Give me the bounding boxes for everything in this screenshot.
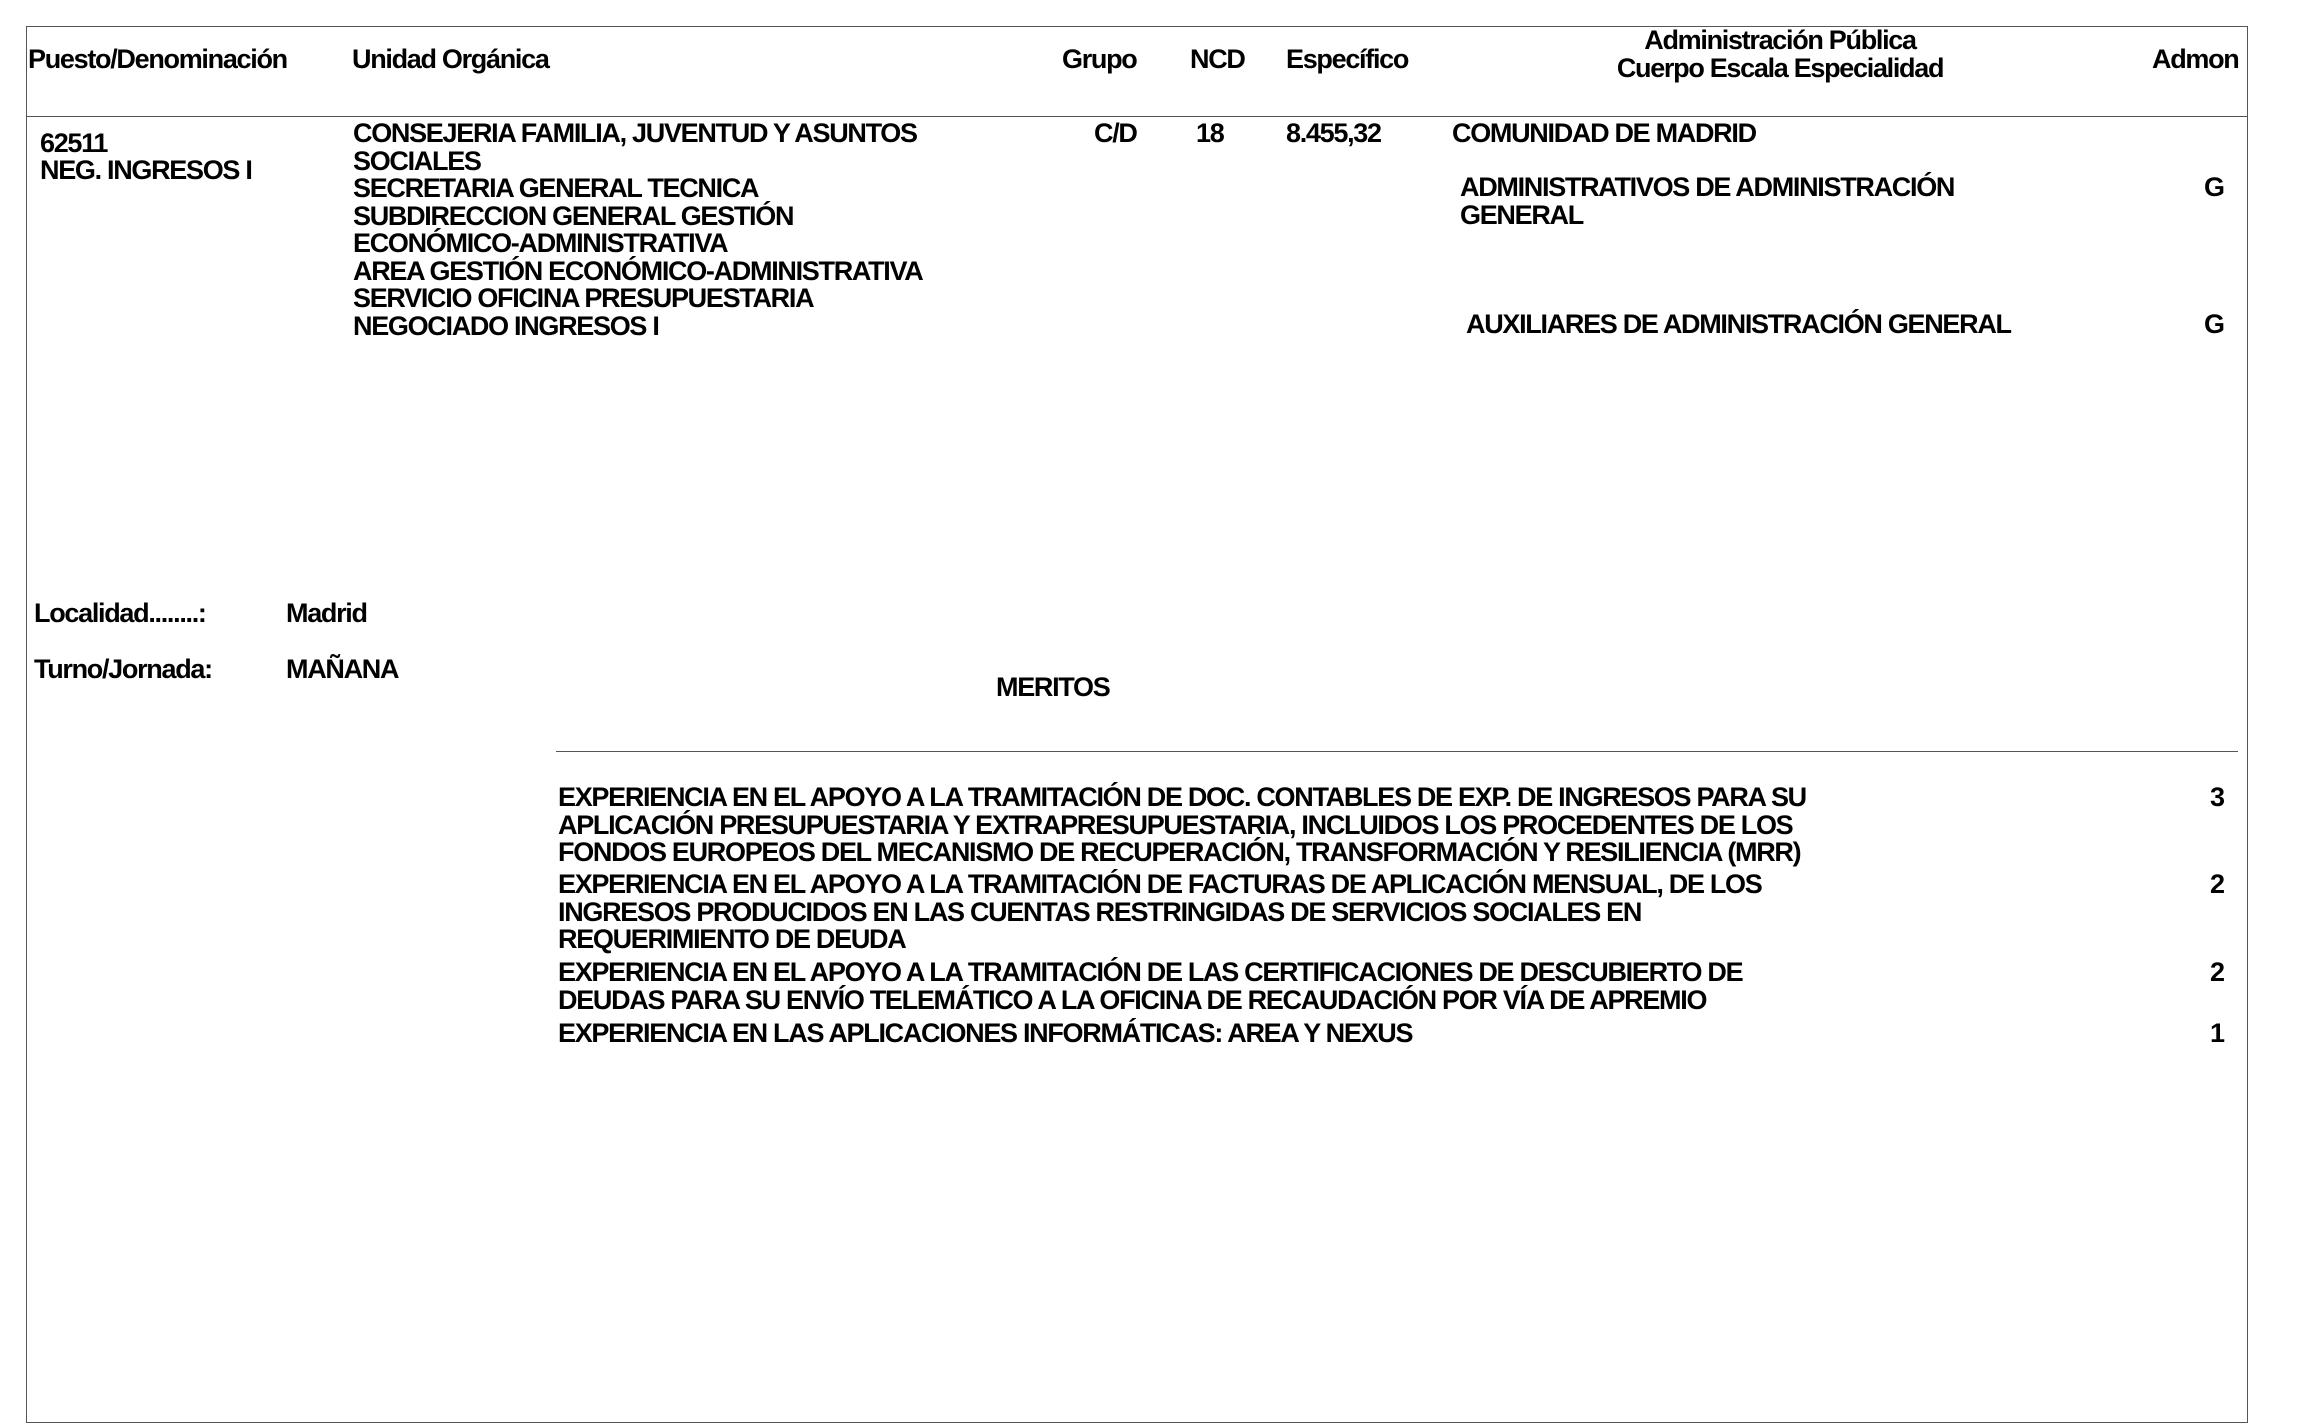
cuerpo-1-admon: G bbox=[2204, 172, 2224, 202]
header-especifico: Específico bbox=[1286, 44, 1409, 74]
localidad-label: Localidad........: bbox=[34, 598, 206, 628]
merito-line: REQUERIMIENTO DE DEUDA bbox=[558, 924, 906, 954]
merito-line: INGRESOS PRODUCIDOS EN LAS CUENTAS RESTRINGIDAS DE SERVICIOS SOCIALES EN bbox=[558, 896, 1642, 927]
merito-line: EXPERIENCIA EN EL APOYO A LA TRAMITACIÓN DE LAS CERTIFICACIONES DE DESCUBIERTO DE bbox=[558, 957, 1743, 987]
position-ncd: 18 bbox=[1196, 118, 1224, 148]
merito-line: APLICACIÓN PRESUPUESTARIA Y EXTRAPRESUPUESTARIA, INCLUIDOS LOS PROCEDENTES DE LOS bbox=[558, 809, 1793, 840]
merito-line: EXPERIENCIA EN EL APOYO A LA TRAMITACIÓN DE FACTURAS DE APLICACIÓN MENSUAL, DE LOS bbox=[558, 869, 1762, 899]
cuerpo-line: GENERAL bbox=[1460, 199, 1583, 230]
merito-points: 2 bbox=[2210, 869, 2224, 899]
position-especifico: 8.455,32 bbox=[1286, 118, 1381, 148]
unidad-line: SUBDIRECCION GENERAL GESTIÓN bbox=[353, 200, 794, 231]
position-administracion: COMUNIDAD DE MADRID bbox=[1452, 118, 1756, 148]
header-puesto: Puesto/Denominación bbox=[28, 44, 287, 74]
position-grupo: C/D bbox=[1094, 118, 1137, 148]
merito-item bbox=[558, 959, 1742, 1014]
header-unidad: Unidad Orgánica bbox=[352, 44, 549, 74]
merito-item bbox=[558, 871, 1761, 954]
merito-line: FONDOS EUROPEOS DEL MECANISMO DE RECUPERACIÓN, TRANSFORMACIÓN Y RESILIENCIA (MRR) bbox=[558, 837, 1801, 867]
unidad-line: SOCIALES bbox=[353, 145, 481, 176]
unidad-organica bbox=[353, 120, 922, 340]
merito-item bbox=[558, 784, 1806, 867]
header-admin-line1: Administración Pública bbox=[1644, 25, 1916, 55]
cuerpo-2: AUXILIARES DE ADMINISTRACIÓN GENERAL bbox=[1466, 309, 2011, 339]
turno-value: MAÑANA bbox=[286, 654, 399, 684]
localidad-value: Madrid bbox=[286, 598, 367, 628]
merito-points: 1 bbox=[2210, 1018, 2224, 1048]
cuerpo-1 bbox=[1460, 174, 1954, 229]
unidad-line: SERVICIO OFICINA PRESUPUESTARIA bbox=[353, 283, 814, 313]
position-code: 62511 bbox=[40, 128, 108, 158]
meritos-divider bbox=[556, 751, 2238, 752]
unidad-line: NEGOCIADO INGRESOS I bbox=[353, 310, 659, 341]
merito-points: 3 bbox=[2210, 782, 2224, 812]
merito-points: 2 bbox=[2210, 957, 2224, 987]
meritos-title: MERITOS bbox=[996, 672, 1110, 702]
merito-line: DEUDAS PARA SU ENVÍO TELEMÁTICO A LA OFICINA DE RECAUDACIÓN POR VÍA DE APREMIO bbox=[558, 984, 1707, 1015]
header-admon: Admon bbox=[2152, 44, 2239, 74]
unidad-line: ECONÓMICO-ADMINISTRATIVA bbox=[353, 228, 728, 258]
turno-label: Turno/Jornada: bbox=[34, 654, 212, 684]
unidad-line: SECRETARIA GENERAL TECNICA bbox=[353, 173, 759, 203]
merito-item: EXPERIENCIA EN LAS APLICACIONES INFORMÁTICAS: AREA Y NEXUS bbox=[558, 1018, 1413, 1048]
header-ncd: NCD bbox=[1190, 44, 1245, 74]
header-divider bbox=[26, 116, 2248, 117]
position-name: NEG. INGRESOS I bbox=[40, 155, 252, 185]
header-admin-line2: Cuerpo Escala Especialidad bbox=[1616, 53, 1944, 83]
header-grupo: Grupo bbox=[1062, 44, 1137, 74]
unidad-line: AREA GESTIÓN ECONÓMICO-ADMINISTRATIVA bbox=[353, 255, 923, 286]
cuerpo-2-admon: G bbox=[2204, 309, 2224, 339]
merito-line: EXPERIENCIA EN EL APOYO A LA TRAMITACIÓN DE DOC. CONTABLES DE EXP. DE INGRESOS PARA SU bbox=[558, 782, 1806, 812]
cuerpo-line: ADMINISTRATIVOS DE ADMINISTRACIÓN bbox=[1460, 172, 1955, 202]
unidad-line: CONSEJERIA FAMILIA, JUVENTUD Y ASUNTOS bbox=[353, 118, 917, 148]
